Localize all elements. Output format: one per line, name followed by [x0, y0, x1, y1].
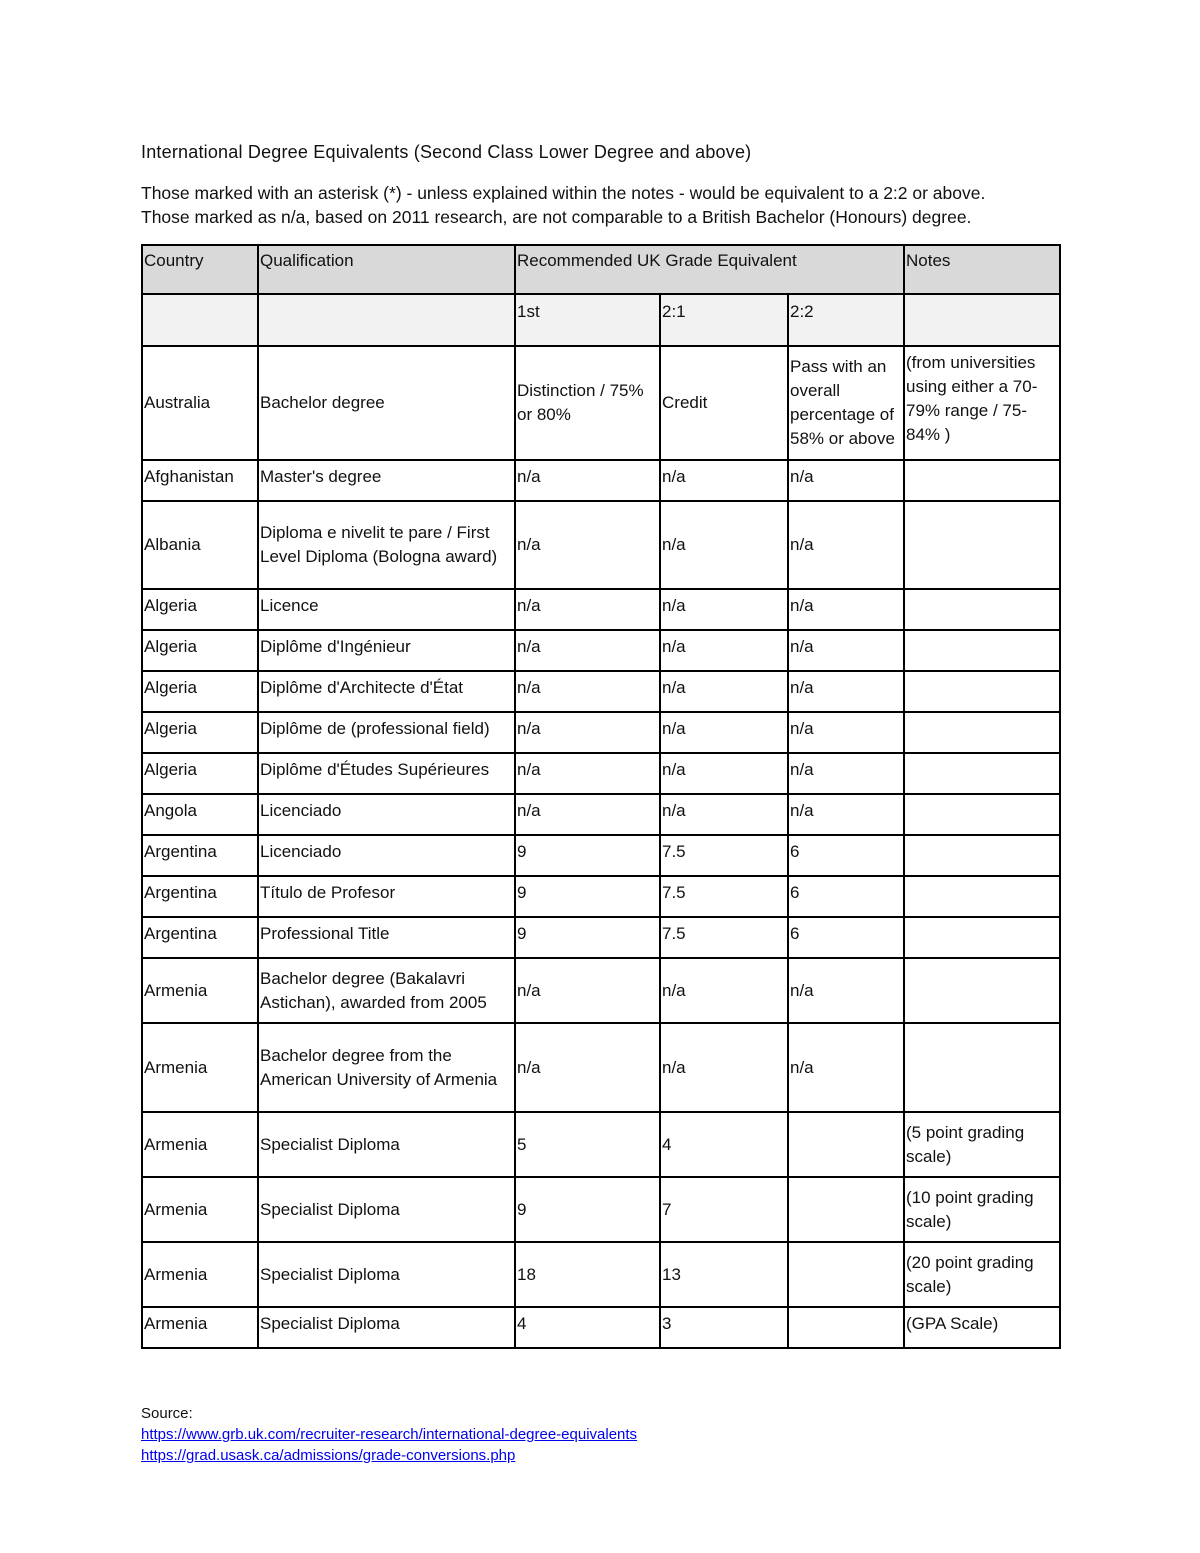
cell-lower	[788, 1307, 904, 1348]
cell-first: n/a	[515, 958, 660, 1023]
source-link-grb[interactable]: https://www.grb.uk.com/recruiter-research/international-degree-equivalents	[141, 1426, 638, 1443]
cell-notes	[904, 835, 1060, 876]
cell-upper: 7.5	[660, 917, 788, 958]
subheader-lower-second: 2:2	[788, 294, 904, 346]
cell-qualification: Specialist Diploma	[258, 1307, 515, 1348]
table-row	[142, 1307, 1060, 1348]
cell-upper: n/a	[660, 958, 788, 1023]
cell-country: Algeria	[142, 753, 258, 794]
cell-notes: (10 point grading scale)	[904, 1177, 1060, 1242]
subheader-empty	[142, 294, 258, 346]
degree-equivalents-table	[141, 244, 1061, 1349]
cell-country: Angola	[142, 794, 258, 835]
cell-qualification: Master's degree	[258, 460, 515, 501]
source-label: Source:	[141, 1405, 193, 1422]
cell-first: n/a	[515, 1023, 660, 1112]
cell-qualification: Licenciado	[258, 794, 515, 835]
cell-notes	[904, 876, 1060, 917]
cell-notes	[904, 712, 1060, 753]
cell-country: Argentina	[142, 917, 258, 958]
cell-qualification: Licenciado	[258, 835, 515, 876]
cell-upper: n/a	[660, 753, 788, 794]
cell-qualification: Título de Profesor	[258, 876, 515, 917]
cell-lower: Pass with an overall percentage of 58% or above	[788, 346, 904, 460]
cell-country: Armenia	[142, 1242, 258, 1307]
cell-qualification: Diplôme d'Ingénieur	[258, 630, 515, 671]
cell-first: n/a	[515, 630, 660, 671]
cell-notes: (5 point grading scale)	[904, 1112, 1060, 1177]
cell-country: Armenia	[142, 958, 258, 1023]
cell-first: 5	[515, 1112, 660, 1177]
cell-notes	[904, 917, 1060, 958]
cell-lower: n/a	[788, 501, 904, 589]
cell-upper: n/a	[660, 794, 788, 835]
cell-lower: n/a	[788, 794, 904, 835]
table-row	[142, 835, 1060, 876]
cell-upper: n/a	[660, 589, 788, 630]
cell-first: 9	[515, 1177, 660, 1242]
cell-notes	[904, 501, 1060, 589]
cell-upper: Credit	[660, 346, 788, 460]
table-row	[142, 917, 1060, 958]
cell-lower: n/a	[788, 1023, 904, 1112]
table-row	[142, 671, 1060, 712]
cell-notes	[904, 671, 1060, 712]
cell-country: Armenia	[142, 1112, 258, 1177]
cell-upper: n/a	[660, 630, 788, 671]
cell-upper: n/a	[660, 501, 788, 589]
cell-qualification: Bachelor degree	[258, 346, 515, 460]
table-row	[142, 630, 1060, 671]
cell-lower	[788, 1112, 904, 1177]
cell-country: Argentina	[142, 835, 258, 876]
cell-qualification: Bachelor degree from the American University of Armenia	[258, 1023, 515, 1112]
cell-qualification: Diplôme d'Études Supérieures	[258, 753, 515, 794]
cell-upper: n/a	[660, 712, 788, 753]
cell-first: n/a	[515, 753, 660, 794]
cell-first: 4	[515, 1307, 660, 1348]
intro-line-na: Those marked as n/a, based on 2011 research, are not comparable to a British Bachelor (Honours) degree.	[141, 207, 972, 227]
table-row	[142, 1112, 1060, 1177]
cell-notes: (from universities using either a 70-79% range / 75-84% )	[904, 346, 1060, 460]
header-qualification: Qualification	[258, 245, 515, 294]
table-row	[142, 1023, 1060, 1112]
table-row	[142, 1177, 1060, 1242]
cell-lower	[788, 1242, 904, 1307]
table-row	[142, 346, 1060, 460]
source-block	[141, 1403, 637, 1466]
subheader-row	[142, 294, 1060, 346]
cell-lower: n/a	[788, 589, 904, 630]
source-link-usask[interactable]: https://grad.usask.ca/admissions/grade-conversions.php	[141, 1447, 516, 1464]
table-row	[142, 589, 1060, 630]
cell-first: n/a	[515, 589, 660, 630]
cell-lower: 6	[788, 835, 904, 876]
cell-upper: n/a	[660, 1023, 788, 1112]
subheader-upper-second: 2:1	[660, 294, 788, 346]
cell-qualification: Licence	[258, 589, 515, 630]
cell-upper: n/a	[660, 460, 788, 501]
cell-first: n/a	[515, 794, 660, 835]
cell-country: Algeria	[142, 712, 258, 753]
table-row	[142, 1242, 1060, 1307]
table-row	[142, 712, 1060, 753]
table-row	[142, 460, 1060, 501]
cell-upper: 13	[660, 1242, 788, 1307]
cell-qualification: Diplôme de (professional field)	[258, 712, 515, 753]
cell-country: Algeria	[142, 589, 258, 630]
cell-notes	[904, 958, 1060, 1023]
cell-notes: (GPA Scale)	[904, 1307, 1060, 1348]
cell-first: n/a	[515, 460, 660, 501]
cell-first: 18	[515, 1242, 660, 1307]
cell-first: 9	[515, 917, 660, 958]
intro-text	[141, 181, 1071, 229]
cell-lower: n/a	[788, 958, 904, 1023]
cell-first: n/a	[515, 501, 660, 589]
cell-notes	[904, 753, 1060, 794]
page-title: International Degree Equivalents (Second Class Lower Degree and above)	[141, 142, 752, 162]
cell-upper: 7.5	[660, 876, 788, 917]
subheader-first: 1st	[515, 294, 660, 346]
table-row	[142, 501, 1060, 589]
cell-lower: 6	[788, 917, 904, 958]
cell-notes	[904, 589, 1060, 630]
cell-country: Algeria	[142, 630, 258, 671]
cell-country: Armenia	[142, 1177, 258, 1242]
cell-notes	[904, 460, 1060, 501]
cell-country: Afghanistan	[142, 460, 258, 501]
cell-lower: n/a	[788, 460, 904, 501]
cell-first: 9	[515, 876, 660, 917]
cell-lower: n/a	[788, 712, 904, 753]
subheader-empty	[904, 294, 1060, 346]
cell-first: Distinction / 75% or 80%	[515, 346, 660, 460]
cell-upper: 3	[660, 1307, 788, 1348]
intro-line-asterisk: Those marked with an asterisk (*) - unless explained within the notes - would be equivalent to a 2:2 or above.	[141, 183, 986, 203]
cell-lower: n/a	[788, 671, 904, 712]
cell-notes: (20 point grading scale)	[904, 1242, 1060, 1307]
cell-qualification: Bachelor degree (Bakalavri Astichan), awarded from 2005	[258, 958, 515, 1023]
header-country: Country	[142, 245, 258, 294]
cell-qualification: Professional Title	[258, 917, 515, 958]
subheader-empty	[258, 294, 515, 346]
cell-notes	[904, 1023, 1060, 1112]
cell-qualification: Specialist Diploma	[258, 1242, 515, 1307]
cell-upper: 7	[660, 1177, 788, 1242]
cell-country: Argentina	[142, 876, 258, 917]
cell-upper: 7.5	[660, 835, 788, 876]
cell-qualification: Diplôme d'Architecte d'État	[258, 671, 515, 712]
cell-first: n/a	[515, 671, 660, 712]
cell-lower: n/a	[788, 753, 904, 794]
cell-first: n/a	[515, 712, 660, 753]
cell-notes	[904, 630, 1060, 671]
cell-country: Algeria	[142, 671, 258, 712]
cell-lower: n/a	[788, 630, 904, 671]
cell-upper: 4	[660, 1112, 788, 1177]
table-row	[142, 958, 1060, 1023]
cell-qualification: Diploma e nivelit te pare / First Level Diploma (Bologna award)	[258, 501, 515, 589]
cell-first: 9	[515, 835, 660, 876]
header-notes: Notes	[904, 245, 1060, 294]
cell-country: Armenia	[142, 1023, 258, 1112]
header-grade-equivalent: Recommended UK Grade Equivalent	[515, 245, 904, 294]
header-row	[142, 245, 1060, 294]
table-row	[142, 753, 1060, 794]
table-row	[142, 876, 1060, 917]
cell-country: Australia	[142, 346, 258, 460]
cell-qualification: Specialist Diploma	[258, 1177, 515, 1242]
cell-notes	[904, 794, 1060, 835]
cell-lower: 6	[788, 876, 904, 917]
cell-country: Armenia	[142, 1307, 258, 1348]
cell-lower	[788, 1177, 904, 1242]
cell-qualification: Specialist Diploma	[258, 1112, 515, 1177]
cell-upper: n/a	[660, 671, 788, 712]
table-row	[142, 794, 1060, 835]
cell-country: Albania	[142, 501, 258, 589]
